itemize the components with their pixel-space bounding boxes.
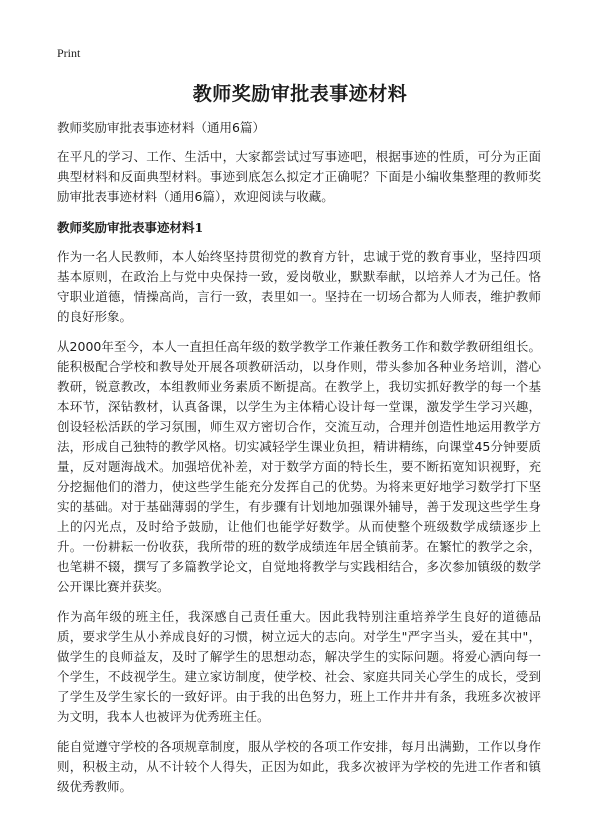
intro-paragraph: 在平凡的学习、工作、生活中，大家都尝试过写事迹吧，根据事迹的性质，可分为正面典型材料和反面典型材料。事迹到底怎么拟定才正确呢？下面是小编收集整理的教师奖励审批表事迹材料（通用6篇），欢迎阅读与收藏。	[57, 149, 541, 204]
page-title: 教师奖励审批表事迹材料	[192, 83, 408, 105]
print-link[interactable]: Print	[57, 46, 81, 60]
body-paragraph-2: 从2000年至今，本人一直担任高年级的数学教学工作兼任教务工作和数学教研组组长。能积极配合学校和教导处开展各项教研活动，以身作则，带头参加各种业务培训，潜心教研，锐意教改，本组教师业务素质不断提高。在教学上，我切实抓好教学的每一个基本环节，深钻教材，认真备课，以学生为主体精心设计每一堂课，激发学生学习兴趣，创设轻松活跃的学习氛围，师生双方密切合作，交流互动，合理并创造性地运用教学方法，形成自己独特的教学风格。切实减轻学生课业负担，精讲精练，向课堂45分钟要质量，反对题海战术。加强培优补差，对于数学方面的特长生，要不断拓宽知识视野，充分挖掘他们的潜力，使这些学生能充分发挥自己的优势。为将来更好地学习数学打下坚实的基础。对于基础薄弱的学生，有步骤有计划地加强课外辅导，善于发现这些学生身上的闪光点，及时给予鼓励，让他们也能学好数学。从而使整个班级数学成绩逐步上升。一份耕耘一份收获，我所带的班的数学成绩连年居全镇前茅。在繁忙的教学之余，也笔耕不辍，撰写了多篇教学论文，自觉地将教学与实践相结合，多次参加镇级的数学公开课比赛并获奖。	[57, 339, 541, 594]
document-body	[57, 119, 541, 807]
body-paragraph-1: 作为一名人民教师，本人始终坚持贯彻党的教育方针，忠诚于党的教育事业，坚持四项基本原则，在政治上与党中央保持一致，爱岗敬业，默默奉献，以培养人才为己任。恪守职业道德，情操高尚，言行一致，表里如一。坚持在一切场合都为人师表，维护教师的良好形象。	[57, 249, 541, 324]
document-subtitle: 教师奖励审批表事迹材料（通用6篇）	[57, 120, 265, 135]
body-paragraph-3: 作为高年级的班主任，我深感自己责任重大。因此我特别注重培养学生良好的道德品质，要求学生从小养成良好的习惯，树立远大的志向。对学生"严字当头，爱在其中"，做学生的良师益友，及时了解学生的思想动态，解决学生的实际问题。将爱心洒向每一个学生，不歧视学生。建立家访制度，使学校、社会、家庭共同关心学生的成长，受到了学生及学生家长的一致好评。由于我的出色努力，班上工作井井有条，我班多次被评为文明，我本人也被评为优秀班主任。	[57, 609, 541, 724]
body-paragraph-4: 能自觉遵守学校的各项规章制度，服从学校的各项工作安排，每月出满勤，工作以身作则，积极主动，从不计较个人得失，正因为如此，我多次被评为学校的先进工作者和镇级优秀教师。	[57, 739, 541, 794]
section-heading: 教师奖励审批表事迹材料1	[57, 220, 204, 235]
